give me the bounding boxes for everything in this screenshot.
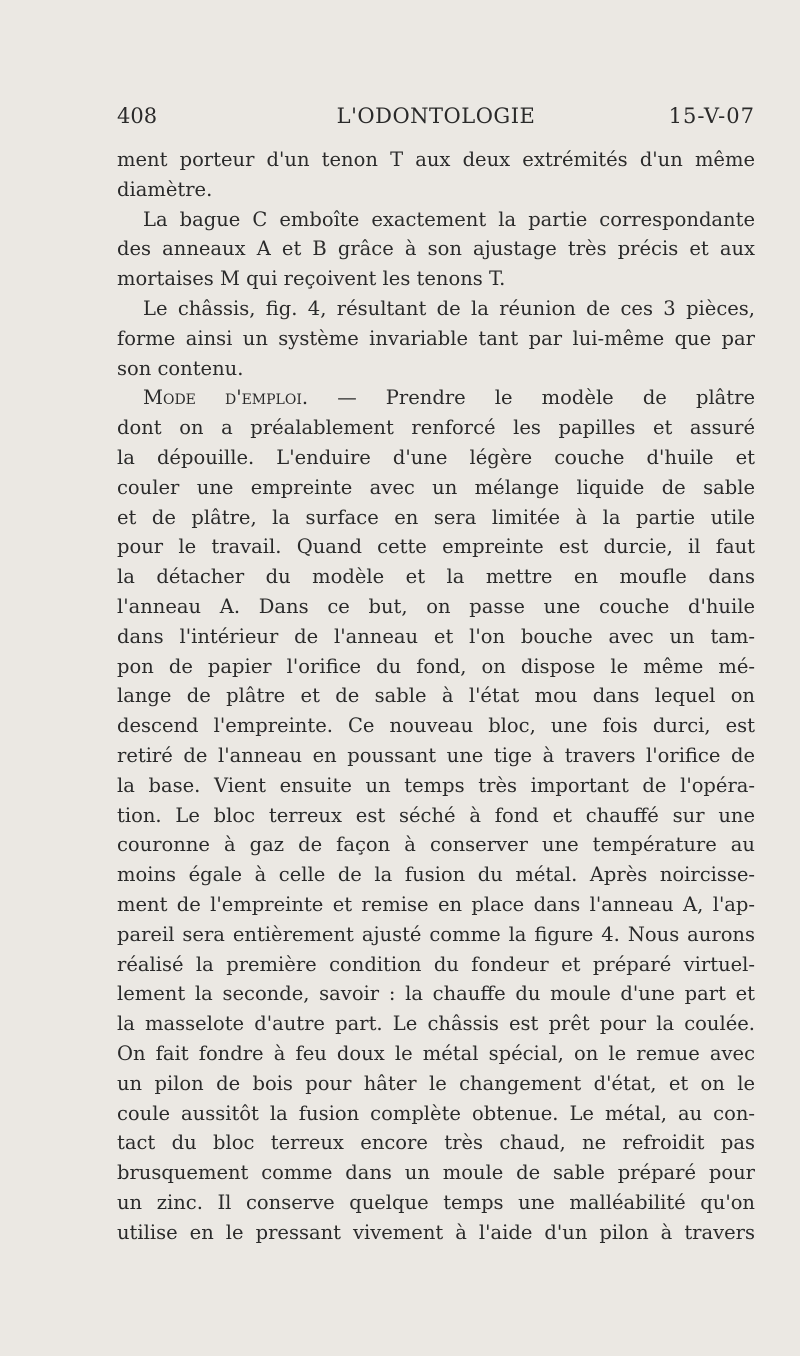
text-line: Mode d'emploi. — Prendre le modèle de plâtre <box>143 386 755 410</box>
text-line: l'anneau A. Dans ce but, on passe une couche d'huile <box>117 594 755 618</box>
text-line: utilise en le pressant vivement à l'aide d'un pilon à travers <box>117 1220 755 1244</box>
text-line: forme ainsi un système invariable tant par lui-même que par <box>117 326 755 350</box>
text-line: coule aussitôt la fusion complète obtenue. Le métal, au con- <box>117 1101 755 1125</box>
text-line: réalisé la première condition du fondeur et préparé virtuel- <box>117 952 755 976</box>
text-line: et de plâtre, la surface en sera limitée à la partie utile <box>117 505 755 529</box>
text-line: un zinc. Il conserve quelque temps une malléabilité qu'on <box>117 1190 755 1214</box>
text-line: pour le travail. Quand cette empreinte est durcie, il faut <box>117 535 755 559</box>
text-line: ment de l'empreinte et remise en place dans l'anneau A, l'ap- <box>117 892 755 916</box>
text-line: descend l'empreinte. Ce nouveau bloc, une fois durci, est <box>117 714 755 738</box>
text-line: son contenu. <box>117 356 244 380</box>
body-text <box>117 145 755 1247</box>
text-line: la base. Vient ensuite un temps très important de l'opéra- <box>117 773 755 797</box>
text-line: pareil sera entièrement ajusté comme la figure 4. Nous aurons <box>117 922 755 946</box>
text-line: lange de plâtre et de sable à l'état mou dans lequel on <box>117 684 755 708</box>
text-line: tact du bloc terreux encore très chaud, ne refroidit pas <box>117 1131 755 1155</box>
text-line: couler une empreinte avec un mélange liquide de sable <box>117 475 755 499</box>
text-line: tion. Le bloc terreux est séché à fond et chauffé sur une <box>117 803 755 827</box>
text-line: dans l'intérieur de l'anneau et l'on bouche avec un tam- <box>117 624 755 648</box>
text-line: Le châssis, fig. 4, résultant de la réunion de ces 3 pièces, <box>143 296 755 320</box>
text-line: couronne à gaz de façon à conserver une température au <box>117 833 755 857</box>
journal-title: L'ODONTOLOGIE <box>336 104 536 128</box>
text-line: dont on a préalablement renforcé les papilles et assuré <box>117 416 755 440</box>
text-line: On fait fondre à feu doux le métal spécial, on le remue avec <box>117 1041 755 1065</box>
text-line: lement la seconde, savoir : la chauffe du moule d'une part et <box>117 982 755 1006</box>
text-line: des anneaux A et B grâce à son ajustage très précis et aux <box>117 237 755 261</box>
text-line: la détacher du modèle et la mettre en moufle dans <box>117 565 755 589</box>
text-line: diamètre. <box>117 177 213 201</box>
text-line: ment porteur d'un tenon T aux deux extrémités d'un même <box>117 148 755 171</box>
text-line: la dépouille. L'enduire d'une légère couche d'huile et <box>117 445 755 469</box>
text-line: la masselote d'autre part. Le châssis est prêt pour la coulée. <box>117 1012 755 1036</box>
text-line: pon de papier l'orifice du fond, on dispose le même mé- <box>117 654 755 678</box>
running-head <box>117 104 755 134</box>
page-number: 408 <box>117 104 158 128</box>
text-line: brusquement comme dans un moule de sable préparé pour <box>117 1161 755 1185</box>
section-run-in-heading: Mode d'emploi. <box>143 386 309 410</box>
text-line: un pilon de bois pour hâter le changement d'état, et on le <box>117 1071 755 1095</box>
text-line: moins égale à celle de la fusion du métal. Après noircisse- <box>117 863 755 887</box>
text-line: La bague C emboîte exactement la partie correspondante <box>143 207 755 231</box>
text-line: retiré de l'anneau en poussant une tige à travers l'orifice de <box>117 743 755 767</box>
text-line: mortaises M qui reçoivent les tenons T. <box>117 267 506 291</box>
issue-date: 15-V-07 <box>668 104 755 128</box>
